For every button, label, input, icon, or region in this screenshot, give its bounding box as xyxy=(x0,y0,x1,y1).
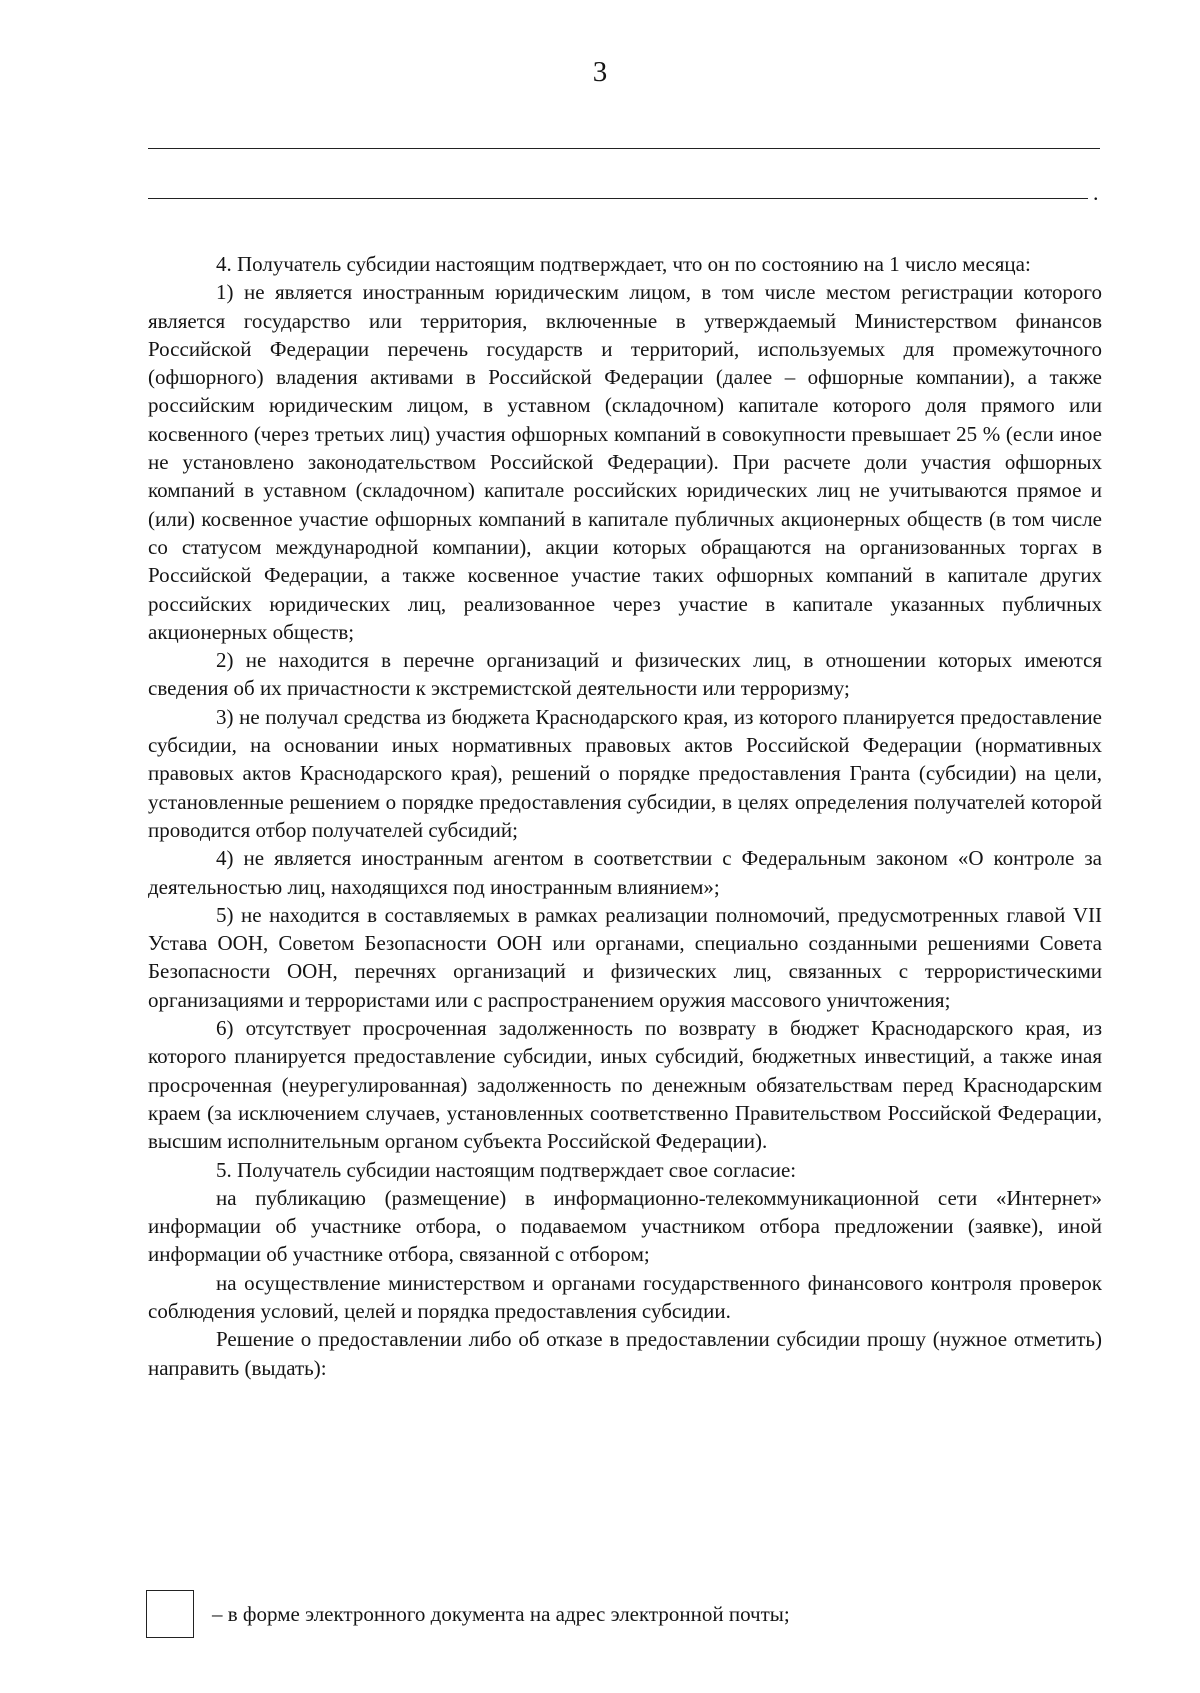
email-delivery-label: – в форме электронного документа на адрес электронной почты; xyxy=(212,1602,790,1626)
delivery-option-email xyxy=(146,1590,1106,1638)
document-body xyxy=(148,250,1102,1382)
paragraph-item-6: 6) отсутствует просроченная задолженность по возврату в бюджет Краснодарского края, из которого планируется предоставление субсидии, иных субсидий, бюджетных инвестиций, а также иная просроченная (неурегулированная) задолженность по денежным обязательствам перед Краснодарским краем (за исключением случаев, установленных соответственно Правительством Российской Федерации, высшим исполнительным органом субъекта Российской Федерации). xyxy=(148,1016,1102,1154)
paragraph-item-5: 5) не находится в составляемых в рамках реализации полномочий, предусмотренных главой VII Устава ООН, Советом Безопасности ООН или органами, специально созданными решениями Совета Безопасности ООН, перечнях организаций и физических лиц, связанных с террористическими организациями и террористами или с распространением оружия массового уничтожения; xyxy=(148,902,1102,1012)
paragraph-5-intro: 5. Получатель субсидии настоящим подтверждает свое согласие: xyxy=(216,1157,797,1182)
blank-line-end-dot: . xyxy=(1093,180,1099,205)
blank-line-2 xyxy=(148,198,1088,199)
blank-line-1 xyxy=(148,148,1100,149)
paragraph-decision-delivery: Решение о предоставлении либо об отказе в предоставлении субсидии прошу (нужное отметить) направить (выдать): xyxy=(148,1327,1102,1380)
paragraph-item-2: 2) не находится в перечне организаций и физических лиц, в отношении которых имеются сведения об их причастности к экстремистской деятельности или терроризму; xyxy=(148,648,1102,701)
page-number: 3 xyxy=(592,56,608,88)
paragraph-item-1: 1) не является иностранным юридическим лицом, в том числе местом регистрации которого является государство или территория, включенные в утверждаемый Министерством финансов Российской Федерации перечень государств и территорий, используемых для промежуточного (офшорного) владения активами в Российской Федерации (далее – офшорные компании), а также российским юридическим лицом, в уставном (складочном) капитале которого доля прямого или косвенного (через третьих лиц) участия офшорных компаний в совокупности превышает 25 % (если иное не установлено законодательством Российской Федерации). При расчете доли участия офшорных компаний в уставном (складочном) капитале российских юридических лиц не учитываются прямое и (или) косвенное участие офшорных компаний в капитале публичных акционерных обществ (в том числе со статусом международной компании), акции которых обращаются на организованных торгах в Российской Федерации, а также косвенное участие таких офшорных компаний в капитале других российских юридических лиц, реализованное через участие в капитале указанных публичных акционерных обществ; xyxy=(148,280,1102,644)
paragraph-4-intro: 4. Получатель субсидии настоящим подтверждает, что он по состоянию на 1 число месяца: xyxy=(216,252,1031,276)
paragraph-item-3: 3) не получал средства из бюджета Краснодарского края, из которого планируется предоставление субсидии, на основании иных нормативных правовых актов Российской Федерации (нормативных правовых актов Краснодарского края), решений о порядке предоставления Гранта (субсидии) на цели, установленные решением о порядке предоставления субсидии, в целях определения получателей которой проводится отбор получателей субсидий; xyxy=(148,704,1102,842)
paragraph-consent-publication: на публикацию (размещение) в информационно-телекоммуникационной сети «Интернет» информации об участнике отбора, о подаваемом участником отбора предложении (заявке), иной информации об участнике отбора, связанной с отбором; xyxy=(148,1185,1102,1267)
paragraph-item-4: 4) не является иностранным агентом в соответствии с Федеральным законом «О контроле за деятельностью лиц, находящихся под иностранным влиянием»; xyxy=(148,846,1102,899)
email-delivery-checkbox[interactable] xyxy=(146,1590,194,1638)
paragraph-consent-inspection: на осуществление министерством и органами государственного финансового контроля проверок соблюдения условий, целей и порядка предоставления субсидии. xyxy=(148,1270,1102,1323)
